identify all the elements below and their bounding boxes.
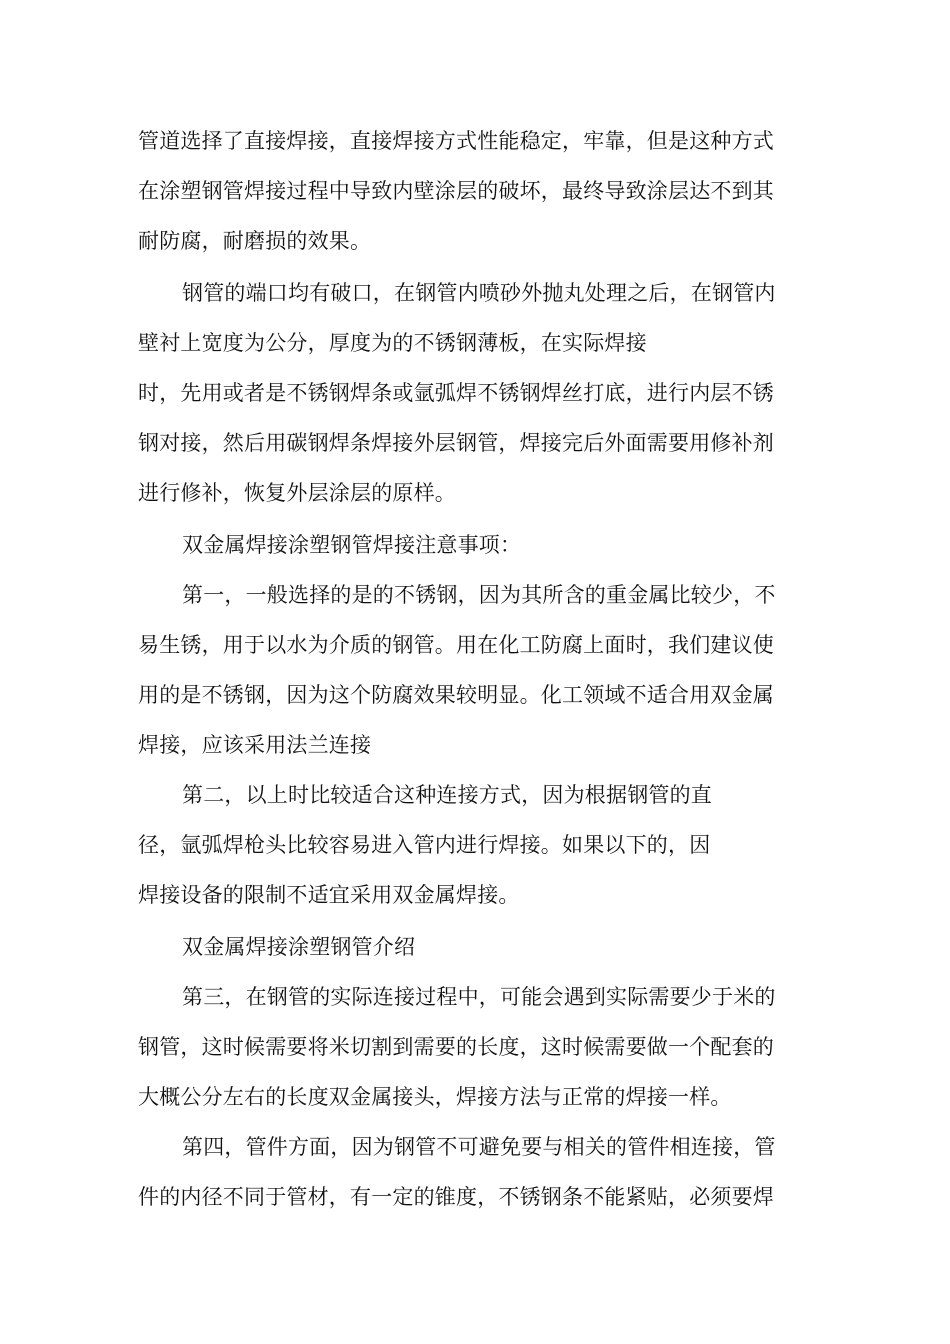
text-line-14: 第二，以上时比较适合这种连接方式，因为根据钢管的直 <box>182 783 712 807</box>
text-line-20: 大概公分左右的长度双金属接头，焊接方法与正常的焊接一样。 <box>138 1085 732 1109</box>
text-line-5: 壁衬上宽度为公分，厚度为的不锈钢薄板，在实际焊接 <box>138 331 647 355</box>
text-line-18: 第三，在钢管的实际连接过程中，可能会遇到实际需要少于米的 <box>182 985 776 1009</box>
text-line-22: 件的内径不同于管材，有一定的锥度，不锈钢条不能紧贴，必须要焊 <box>138 1185 774 1209</box>
text-line-19: 钢管，这时候需要将米切割到需要的长度，这时候需要做一个配套的 <box>138 1035 774 1059</box>
text-line-8: 进行修补，恢复外层涂层的原样。 <box>138 481 456 505</box>
text-line-13: 焊接，应该采用法兰连接 <box>138 733 372 757</box>
text-line-2: 在涂塑钢管焊接过程中导致内壁涂层的破坏，最终导致涂层达不到其 <box>138 179 774 203</box>
section-heading-notes: 双金属焊接涂塑钢管焊接注意事项： <box>182 533 522 557</box>
text-line-12: 用的是不锈钢，因为这个防腐效果较明显。化工领域不适合用双金属 <box>138 683 774 707</box>
text-line-10: 第一，一般选择的是的不锈钢，因为其所含的重金属比较少，不 <box>182 583 776 607</box>
text-line-16: 焊接设备的限制不适宜采用双金属焊接。 <box>138 883 520 907</box>
text-line-4: 钢管的端口均有破口，在钢管内喷砂外抛丸处理之后，在钢管内 <box>182 281 776 305</box>
text-line-7: 钢对接，然后用碳钢焊条焊接外层钢管，焊接完后外面需要用修补剂 <box>138 431 774 455</box>
text-line-11: 易生锈，用于以水为介质的钢管。用在化工防腐上面时，我们建议使 <box>138 633 774 657</box>
section-heading-intro: 双金属焊接涂塑钢管介绍 <box>182 935 416 959</box>
text-line-21: 第四，管件方面，因为钢管不可避免要与相关的管件相连接，管 <box>182 1135 776 1159</box>
text-line-3: 耐防腐，耐磨损的效果。 <box>138 229 372 253</box>
text-line-6: 时，先用或者是不锈钢焊条或氩弧焊不锈钢焊丝打底，进行内层不锈 <box>138 381 774 405</box>
text-line-15: 径，氩弧焊枪头比较容易进入管内进行焊接。如果以下的，因 <box>138 833 711 857</box>
text-line-1: 管道选择了直接焊接，直接焊接方式性能稳定，牢靠，但是这种方式 <box>138 129 774 153</box>
